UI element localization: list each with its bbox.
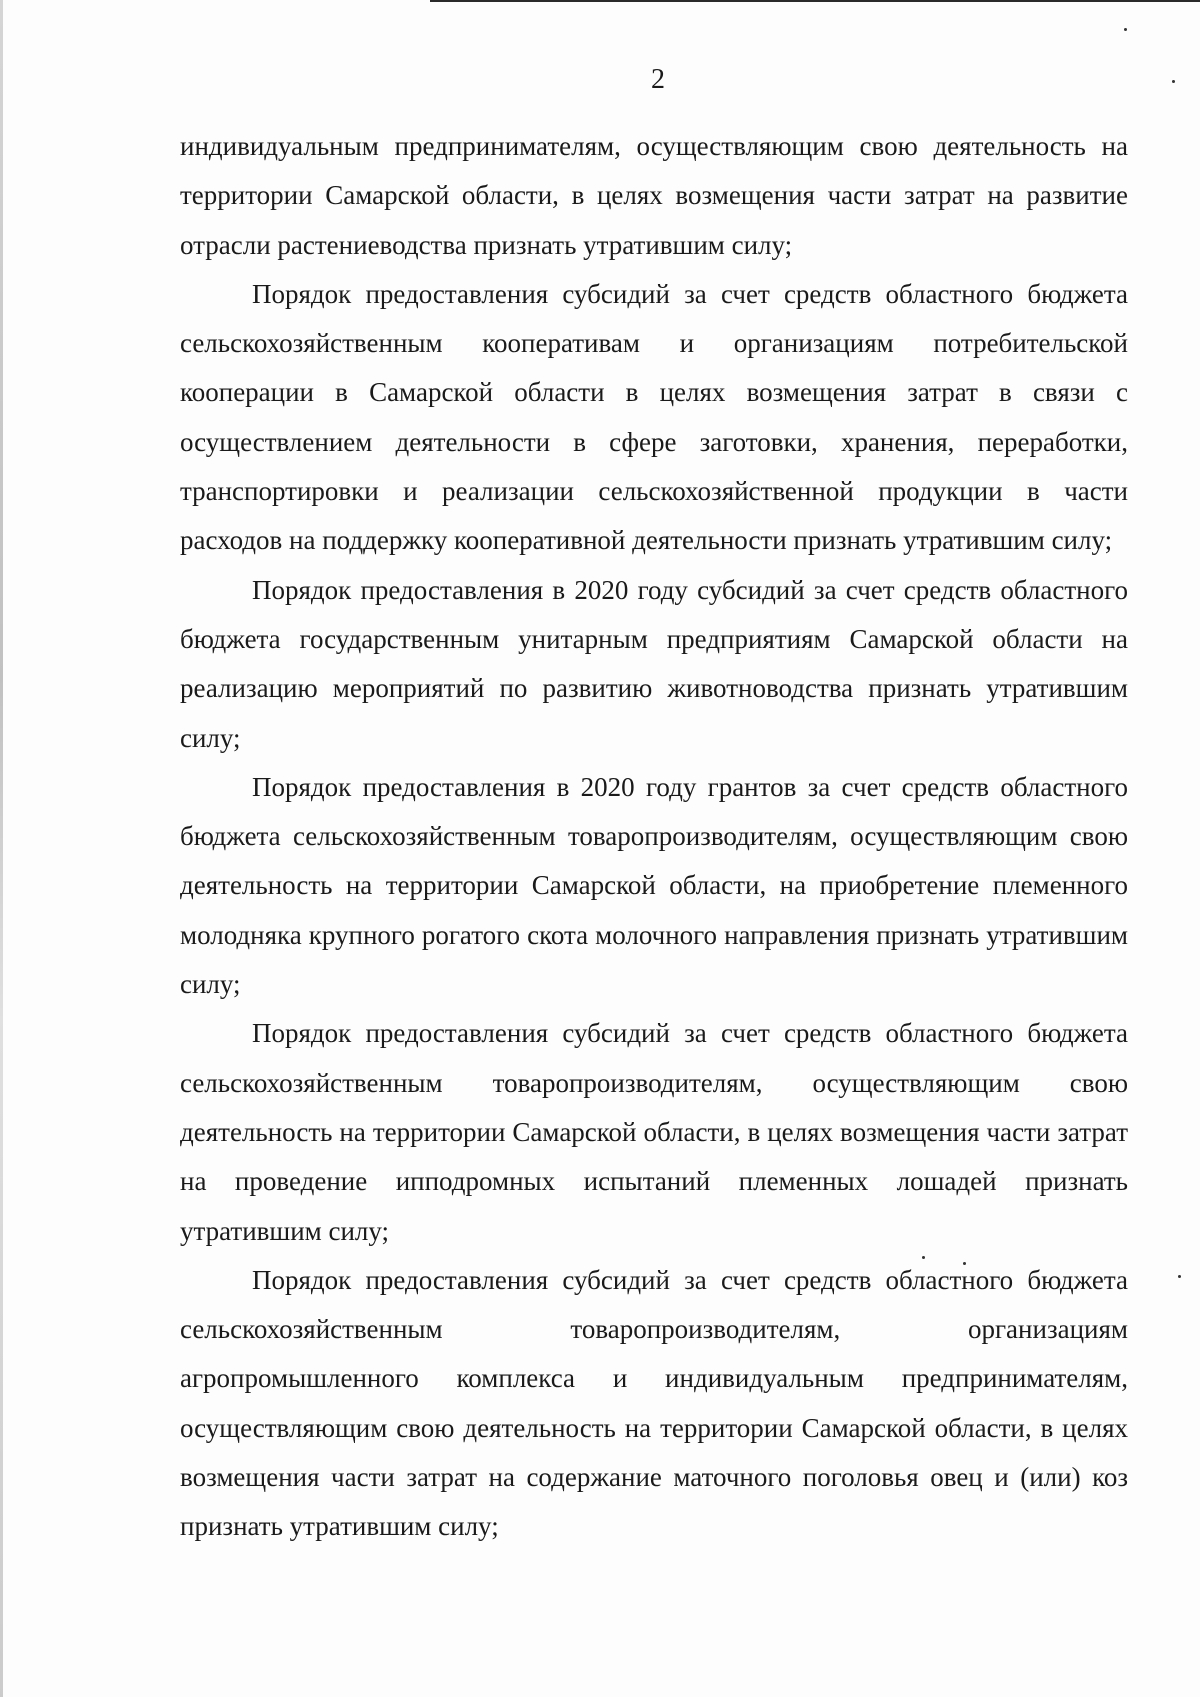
document-body — [180, 122, 1128, 1552]
scan-left-edge — [0, 0, 3, 1697]
paragraph-1: индивидуальным предпринимателям, осуществляющим свою деятельность на территории Самарской области, в целях возмещения части затрат на развитие отрасли растениеводства признать утратившим силу; — [180, 131, 1128, 260]
paragraph-3: Порядок предоставления в 2020 году субсидий за счет средств областного бюджета государственным унитарным предприятиям Самарской области на реализацию мероприятий по развитию животноводства признать утратившим силу; — [180, 574, 1128, 753]
paragraph-6: Порядок предоставления субсидий за счет средств областного бюджета сельскохозяйственным товаропроизводителям, организациям агропромышленного комплекса и индивидуальным предпринимателям, осуществляющим свою деятельность на территории Самарской области, в целях возмещения части затрат на содержание маточного поголовья овец и (или) коз признать утратившим силу; — [180, 1264, 1128, 1542]
paragraph-4: Порядок предоставления в 2020 году грантов за счет средств областного бюджета сельскохозяйственным товаропроизводителям, осуществляющим свою деятельность на территории Самарской области, на приобретение племенного молодняка крупного рогатого скота молочного направления признать утратившим силу; — [180, 771, 1128, 1000]
scan-speck — [1124, 28, 1127, 31]
paragraph-5: Порядок предоставления субсидий за счет средств областного бюджета сельскохозяйственным товаропроизводителям, осуществляющим свою деятельность на территории Самарской области, в целях возмещения части затрат на проведение ипподромных испытаний племенных лошадей признать утратившим силу; — [180, 1018, 1128, 1246]
page-number: 2 — [651, 64, 665, 95]
scan-top-border — [430, 0, 1200, 2]
paragraph-2: Порядок предоставления субсидий за счет средств областного бюджета сельскохозяйственным кооперативам и организациям потребительской кооперации в Самарской области в целях возмещения затрат в связи с осуществлением деятельности в сфере заготовки, хранения, переработки, транспортировки и реализации сельскохозяйственной продукции в части расходов на поддержку кооперативной деятельности признать утратившим силу; — [180, 278, 1128, 556]
scan-speck — [1178, 1275, 1181, 1278]
